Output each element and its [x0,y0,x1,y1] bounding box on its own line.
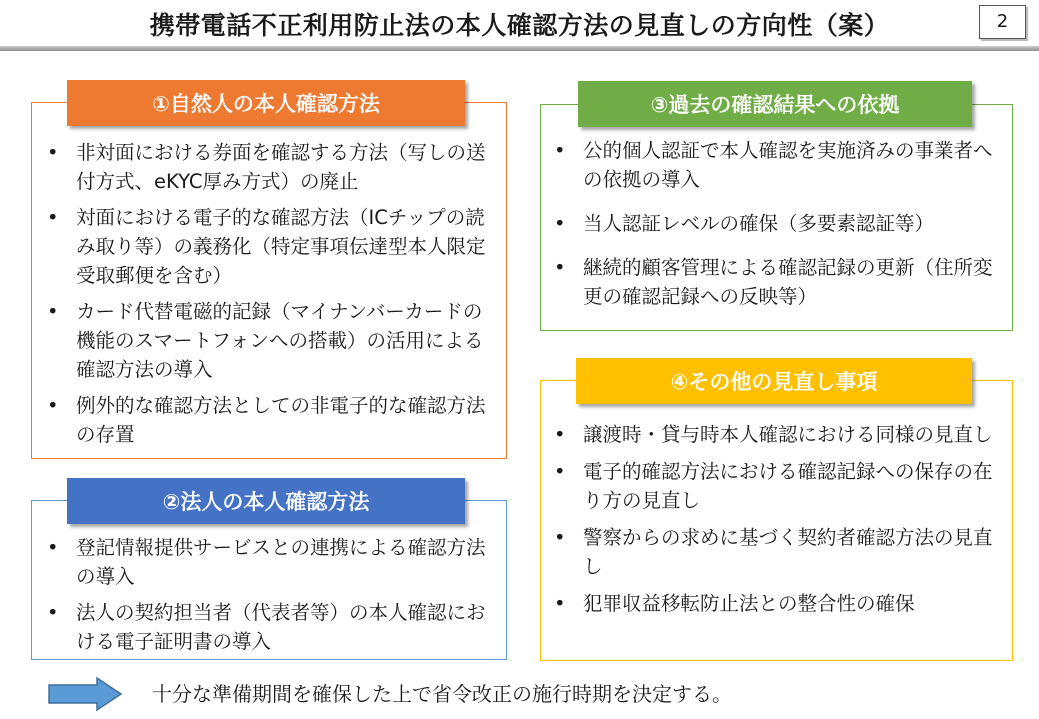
list-item: • 非対面における券面を確認する方法（写しの送付方式、eKYC厚み方式）の廃止 [38,138,500,196]
section-header-past-results: ③過去の確認結果への依拠 [578,81,972,127]
section-header-natural-person: ①自然人の本人確認方法 [67,80,465,126]
section-header-other-reviews: ④その他の見直し事項 [576,358,972,404]
list-item: • 公的個人認証で本人確認を実施済みの事業者への依拠の導入 [545,136,1007,194]
list-item: • 犯罪収益移転防止法との整合性の確保 [545,589,1007,618]
section-list-natural-person [38,138,500,449]
title-underline [0,46,1039,51]
list-item: • 警察からの求めに基づく契約者確認方法の見直し [545,523,1007,581]
section-list-past-results [545,136,1007,311]
list-item: • 継続的顧客管理による確認記録の更新（住所変更の確認記録への反映等） [545,253,1007,311]
slide-title: 携帯電話不正利用防止法の本人確認方法の見直しの方向性（案） [149,11,890,40]
section-list-corporate [38,533,500,656]
right-arrow-icon [47,676,123,712]
page-number: 2 [979,5,1026,39]
list-item: • 当人認証レベルの確保（多要素認証等） [545,209,1007,238]
list-item: • カード代替電磁的記録（マイナンバーカードの機能のスマートフォンへの搭載）の活用による確認方法の導入 [38,297,500,384]
list-item: • 対面における電子的な確認方法（ICチップの読み取り等）の義務化（特定事項伝達型本人限定受取郵便を含む） [38,203,500,290]
section-list-other-reviews [545,420,1007,618]
list-item: • 例外的な確認方法としての非電子的な確認方法の存置 [38,391,500,449]
list-item: • 電子的確認方法における確認記録への保存の在り方の見直し [545,457,1007,515]
section-header-corporate: ②法人の本人確認方法 [67,478,465,524]
footer-note: 十分な準備期間を確保した上で省令改正の施行時期を決定する。 [152,682,732,706]
list-item: • 法人の契約担当者（代表者等）の本人確認における電子証明書の導入 [38,598,500,656]
list-item: • 譲渡時・貸与時本人確認における同様の見直し [545,420,1007,449]
list-item: • 登記情報提供サービスとの連携による確認方法の導入 [38,533,500,591]
